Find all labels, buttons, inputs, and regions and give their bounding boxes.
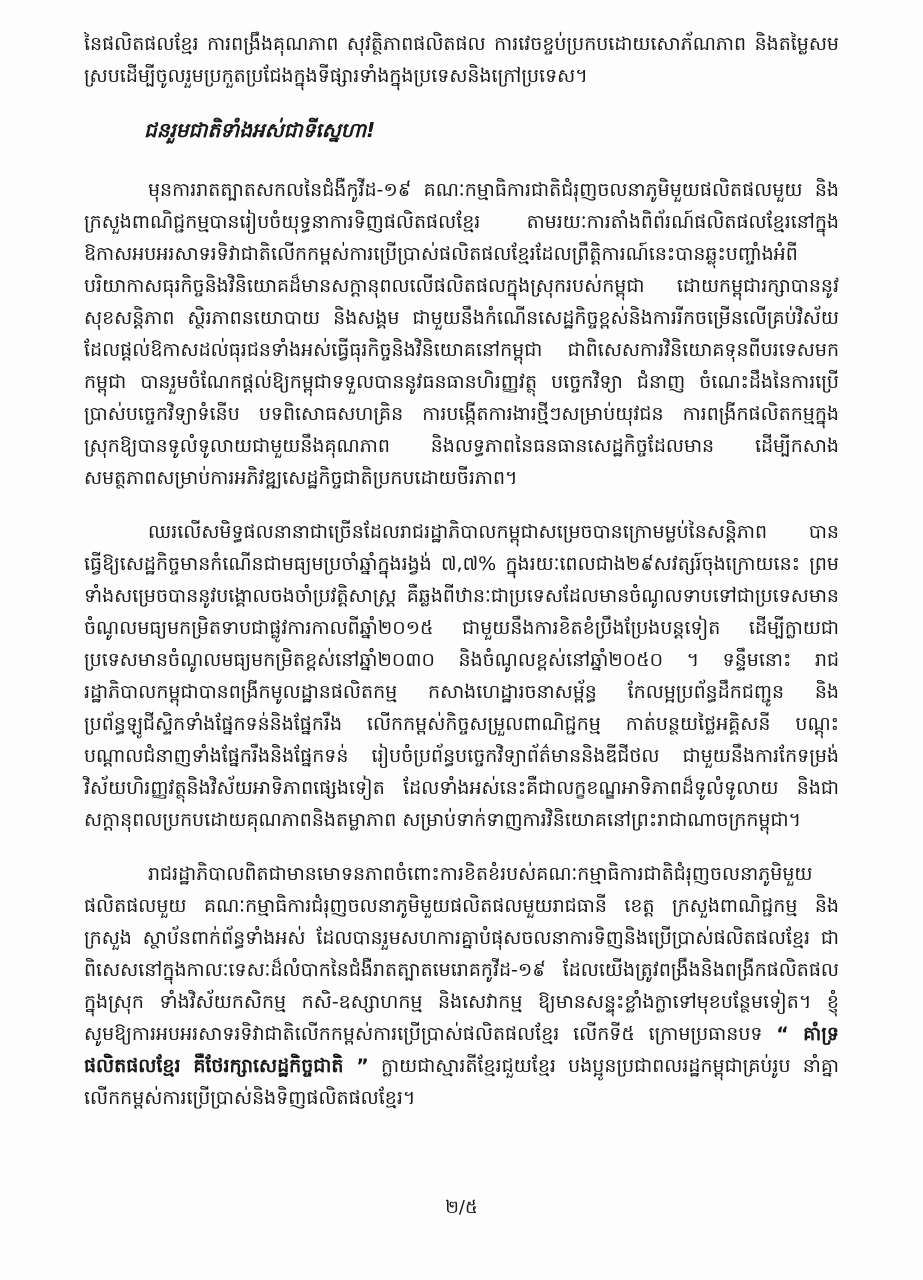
paragraph-3-text: រាជរដ្ឋាភិបាលពិតជាមានមោទនភាពចំពោះការខិតខំរបស់គណៈកម្មាធិការជាតិជំរុញចលនាភូមិមួយផលិតផលមួយ គណៈកម្មាធិការជំរុញចលនាភូមិមួយផលិតផលមួយរាជធានី ខេត្ត ក្រសួងពាណិជ្ជកម្ម និងក្រសួង ស្ថាប័នពាក់ព័ន្ធទាំងអស់ ដែលបានរួមសហការគ្នាបំផុសចលនាការទិញនិងប្រើប្រាស់ផលិតផលខ្មែរ ជាពិសេសនៅក្នុងកាលៈទេសៈដ៏លំបាកនៃជំងឺរាតត្បាតមេរោគកូវីដ-១៩ ដែលយើងត្រូវពង្រឹងនិងពង្រីកផលិតផលក្នុងស្រុក ទាំងវិស័យកសិកម្ម កសិ-ឧស្សាហកម្ម និងសេវាកម្ម ឱ្យមានសន្ទុះខ្លាំងក្លាទៅមុខបន្ថែមទៀត។ ខ្ញុំសូមឱ្យការអបអរសាទរទិវាជាតិលើកកម្ពស់ការប្រើប្រាស់ផលិតផលខ្មែរ លើកទី៥ ក្រោមប្រធានបទ [84,863,839,1045]
theme-title: “ គាំទ្រផលិតផលខ្មែរ គឺថែរក្សាសេដ្ឋកិច្ចជាតិ ” [84,1023,839,1077]
paragraph-intro-continuation: នៃផលិតផលខ្មែរ ការពង្រឹងគុណភាព សុវត្ថិភាពផលិតផល ការវេចខ្ចប់ប្រកបដោយសោភ័ណភាព និងតម្លៃសមស្របដើម្បីចូលរួមប្រកួតប្រជែងក្នុងទីផ្សារទាំងក្នុងប្រទេសនិងក្រៅប្រទេស។ [84,33,839,87]
paragraph-3-ending: ក្លាយជាស្មារតីខ្មែរជួយខ្មែរ បងប្អូនប្រជាពលរដ្ឋកម្ពុជាគ្រប់រូប នាំគ្នាលើកកម្ពស់ការប្រើប្រាស់និងទិញផលិតផលខ្មែរ។ [84,1055,839,1109]
salutation-heading: ជនរួមជាតិទាំងអស់ជាទីស្នេហា! [144,118,376,142]
paragraph-2: ឈរលើសមិទ្ធផលនានាជាច្រើនដែលរាជរដ្ឋាភិបាលកម្ពុជាសម្រេចបានក្រោមម្លប់នៃសន្តិភាព បានធ្វើឱ្យសេដ្ឋកិច្ចមានកំណើនជាមធ្យមប្រចាំឆ្នាំក្នុងរង្វង់ ៧,៧% ក្នុងរយៈពេលជាង២៩សវត្សរ៍ចុងក្រោយនេះ ព្រមទាំងសម្រេចបាននូវបង្គោលចងចាំប្រវត្តិសាស្ត្រ គឺឆ្លងពីឋានៈជាប្រទេសដែលមានចំណូលទាបទៅជាប្រទេសមានចំណូលមធ្យមកម្រិតទាបជាផ្លូវការកាលពីឆ្នាំ២០១៥ ជាមួយនឹងការខិតខំប្រឹងប្រែងបន្តទៀត ដើម្បីក្លាយជាប្រទេសមានចំណូលមធ្យមកម្រិតខ្ពស់នៅឆ្នាំ២០៣០ និងចំណូលខ្ពស់នៅឆ្នាំ២០៥០ ។ ទន្ទឹមនោះ រាជរដ្ឋាភិបាលកម្ពុជាបានពង្រីកមូលដ្ឋានផលិតកម្ម កសាងហេដ្ឋារចនាសម្ព័ន្ធ កែលម្អប្រព័ន្ធដឹកជញ្ជូន និងប្រព័ន្ធឡូជីស្ទិកទាំងផ្នែកទន់និងផ្នែករឹង លើកកម្ពស់កិច្ចសម្រួលពាណិជ្ជកម្ម កាត់បន្ថយថ្លៃអគ្គិសនី បណ្តុះបណ្តាលជំនាញទាំងផ្នែករឹងនិងផ្នែកទន់ រៀបចំប្រព័ន្ធបច្ចេកវិទ្យាព័ត៌មាននិងឌីជីថល ជាមួយនឹងការកែទម្រង់វិស័យហិរញ្ញវត្ថុនិងវិស័យអាទិភាពផ្សេងទៀត ដែលទាំងអស់នេះគឺជាលក្ខខណ្ឌអាទិភាពដ៏ទូលំទូលាយ និងជាសក្តានុពលប្រកបដោយគុណភាពនិងតម្លាភាព សម្រាប់ទាក់ទាញការវិនិយោគនៅព្រះរាជាណាចក្រកម្ពុជា។ [84,521,839,831]
paragraph-1: មុនការរាតត្បាតសកលនៃជំងឺកូវីដ-១៩ គណៈកម្មាធិការជាតិជំរុញចលនាភូមិមួយផលិតផលមួយ និងក្រសួងពាណិជ្ជកម្មបានរៀបចំយុទ្ធនាការទិញផលិតផលខ្មែរ តាមរយៈការតាំងពិព័រណ៍ផលិតផលខ្មែរនៅក្នុងឱកាសអបអរសាទរទិវាជាតិលើកកម្ពស់ការប្រើប្រាស់ផលិតផលខ្មែរដែលព្រឹត្តិការណ៍នេះបានឆ្លុះបញ្ចាំងអំពីបរិយាកាសធុរកិច្ចនិងវិនិយោគដ៏មានសក្តានុពលលើផលិតផលក្នុងស្រុករបស់កម្ពុជា ដោយកម្ពុជារក្សាបាននូវសុខសន្តិភាព ស្ថិរភាពនយោបាយ និងសង្គម ជាមួយនឹងកំណើនសេដ្ឋកិច្ចខ្ពស់និងការរីកចម្រើនលើគ្រប់វិស័យដែលផ្តល់ឱកាសដល់ធុរជនទាំងអស់ធ្វើធុរកិច្ចនិងវិនិយោគនៅកម្ពុជា ជាពិសេសការវិនិយោគទុនពីបរទេសមកកម្ពុជា បានរួមចំណែកផ្តល់ឱ្យកម្ពុជាទទួលបាននូវធនធានហិរញ្ញវត្ថុ បច្ចេកវិទ្យា ជំនាញ ចំណេះដឹងនៃការប្រើប្រាស់បច្ចេកវិទ្យាទំនើប បទពិសោធសហគ្រិន ការបង្កើតការងារថ្មីៗសម្រាប់យុវជន ការពង្រីកផលិតកម្មក្នុងស្រុកឱ្យបានទូលំទូលាយជាមួយនឹងគុណភាព និងលទ្ធភាពនៃធនធានសេដ្ឋកិច្ចដែលមាន ដើម្បីកសាងសមត្ថភាពសម្រាប់ការអភិវឌ្ឍសេដ្ឋកិច្ចជាតិប្រកបដោយចីរភាព។ [84,179,839,489]
page-number: ២/៥ [445,1197,478,1218]
paragraph-3 [84,858,839,1114]
